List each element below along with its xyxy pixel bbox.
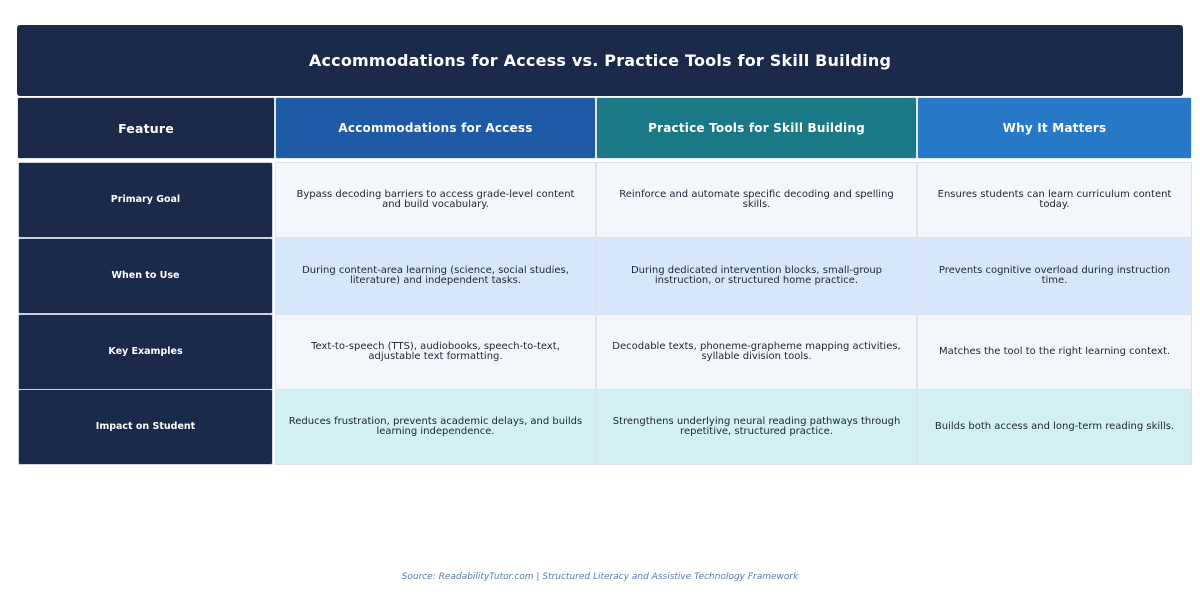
row-label-when-to-use: When to Use bbox=[18, 238, 273, 314]
cell-access: Reduces frustration, prevents academic delays, and builds learning independence. bbox=[275, 389, 596, 465]
source-citation: Source: ReadabilityTutor.com | Structured Literacy and Assistive Technology Framework bbox=[401, 572, 799, 582]
cell-practice: During dedicated intervention blocks, small-group instruction, or structured home practice. bbox=[596, 238, 917, 314]
cell-access: Text-to-speech (TTS), audiobooks, speech-to-text, adjustable text formatting. bbox=[275, 314, 596, 390]
cell-practice: Reinforce and automate specific decoding and spelling skills. bbox=[596, 162, 917, 238]
cell-practice: Strengthens underlying neural reading pathways through repetitive, structured practice. bbox=[596, 389, 917, 465]
cell-access: During content-area learning (science, social studies, literature) and independent tasks. bbox=[275, 238, 596, 314]
cell-access: Bypass decoding barriers to access grade-level content and build vocabulary. bbox=[275, 162, 596, 238]
row-label-key-examples: Key Examples bbox=[18, 314, 273, 390]
header-accommodations: Accommodations for Access bbox=[275, 97, 596, 159]
row-label-impact-on-student: Impact on Student bbox=[18, 389, 273, 465]
cell-why: Matches the tool to the right learning context. bbox=[917, 314, 1192, 390]
page-title: Accommodations for Access vs. Practice Tools for Skill Building bbox=[17, 25, 1183, 96]
cell-why: Builds both access and long-term reading skills. bbox=[917, 389, 1192, 465]
cell-why: Prevents cognitive overload during instruction time. bbox=[917, 238, 1192, 314]
cell-why: Ensures students can learn curriculum content today. bbox=[917, 162, 1192, 238]
header-feature: Feature bbox=[17, 97, 275, 159]
row-label-primary-goal: Primary Goal bbox=[18, 162, 273, 238]
cell-practice: Decodable texts, phoneme-grapheme mapping activities, syllable division tools. bbox=[596, 314, 917, 390]
header-why-it-matters: Why It Matters bbox=[917, 97, 1192, 159]
header-practice-tools: Practice Tools for Skill Building bbox=[596, 97, 917, 159]
